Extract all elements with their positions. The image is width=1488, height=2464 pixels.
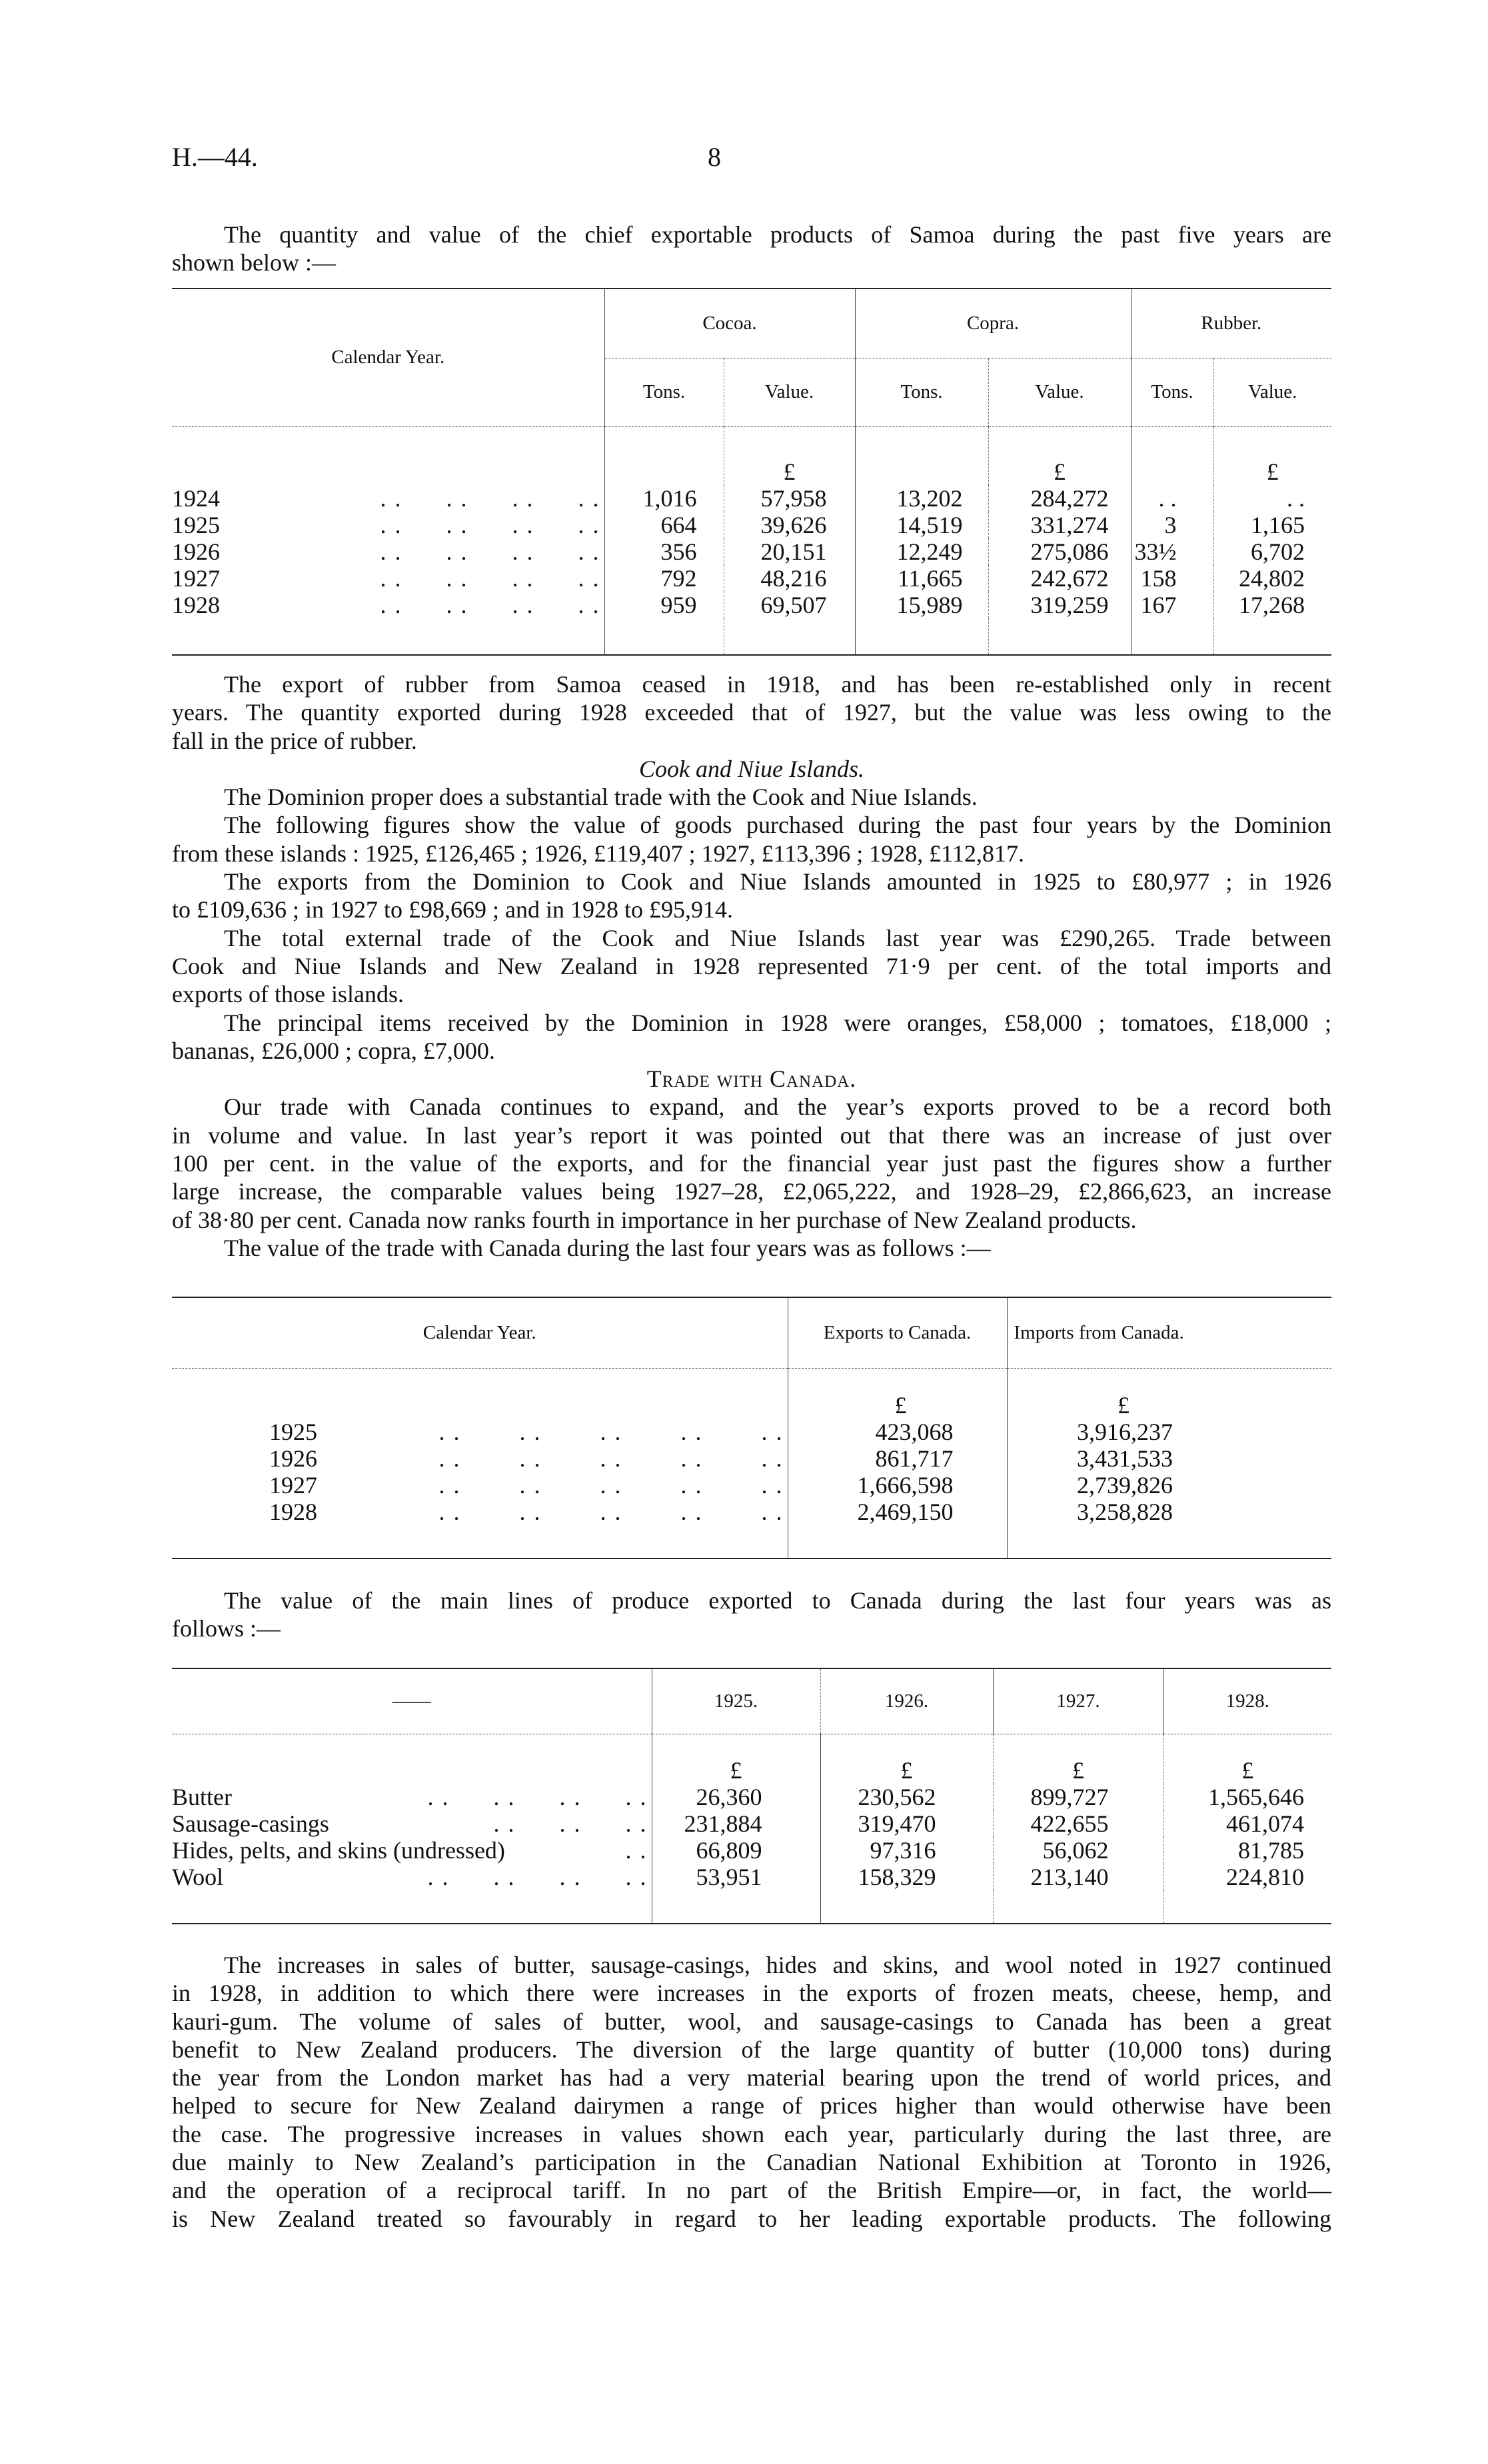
table-row — [172, 592, 1331, 618]
produce-exports-table — [172, 1668, 1331, 1924]
currency-symbol: £ — [988, 426, 1131, 485]
dot-leader: . . . . . . — [493, 1810, 648, 1837]
table-row — [172, 1810, 1331, 1837]
text-line: and the operation of a reciprocal tariff. In no part of the British Empire—or, in fact, the world— — [172, 2177, 1331, 2204]
produce-label: Butter — [172, 1784, 232, 1810]
value-cell: 24,802 — [1213, 565, 1331, 592]
produce-label: Wool — [172, 1864, 224, 1890]
paragraph — [172, 670, 1331, 755]
dot-leader: . . . . . . . . — [380, 512, 600, 538]
text-line: helped to secure for New Zealand dairymen a range of prices higher than would otherwise have been — [172, 2092, 1331, 2120]
value-cell: 664 — [604, 512, 724, 538]
paragraph — [172, 1951, 1331, 2233]
year-label: 1924 — [172, 485, 220, 512]
paragraph — [172, 1586, 1331, 1643]
value-cell: 81,785 — [1163, 1837, 1331, 1864]
currency-symbol: £ — [1163, 1734, 1331, 1784]
table-row — [172, 1784, 1331, 1810]
year-header: 1928. — [1163, 1668, 1331, 1734]
value-cell: 20,151 — [724, 538, 855, 565]
paragraph — [172, 221, 1331, 277]
value-cell: 3 — [1131, 512, 1213, 538]
rubber-value-header: Value. — [1213, 358, 1331, 426]
value-cell: 69,507 — [724, 592, 855, 618]
exports-value: 423,068 — [788, 1419, 1007, 1445]
value-cell: 14,519 — [855, 512, 988, 538]
text-line: is New Zealand treated so favourably in regard to her leading exportable products. The following — [172, 2205, 1331, 2232]
table-row — [172, 1499, 1331, 1525]
dot-leader: . . — [625, 1837, 648, 1864]
canada-trade-table — [172, 1297, 1331, 1559]
produce-label-wrap — [172, 1837, 652, 1864]
dot-leader: . . . . . . . . . . — [438, 1419, 784, 1445]
year-label-wrap — [172, 485, 604, 512]
year-cell — [172, 1499, 788, 1525]
value-cell: 899,727 — [993, 1784, 1163, 1810]
value-cell: 12,249 — [855, 538, 988, 565]
value-cell: 13,202 — [855, 485, 988, 512]
text-line: The Dominion proper does a substantial trade with the Cook and Niue Islands. — [224, 784, 978, 811]
year-label-wrap — [172, 512, 604, 538]
rubber-header: Rubber. — [1131, 289, 1331, 358]
value-cell: 33½ — [1131, 538, 1213, 565]
paragraph — [172, 1009, 1331, 1065]
paragraph — [172, 811, 1331, 868]
year-header: 1926. — [820, 1668, 993, 1734]
value-cell: 39,626 — [724, 512, 855, 538]
imports-value: 3,258,828 — [1007, 1499, 1331, 1525]
value-cell: 242,672 — [988, 565, 1131, 592]
year-label: 1926 — [269, 1445, 317, 1472]
value-cell: . . — [1131, 485, 1213, 512]
cocoa-header: Cocoa. — [604, 289, 855, 358]
imports-value: 2,739,826 — [1007, 1472, 1331, 1499]
dot-leader: . . . . . . . . — [380, 565, 600, 592]
text-line: The following figures show the value of goods purchased during the past four years by the Dominion — [224, 812, 1331, 839]
dot-leader: . . . . . . . . — [380, 538, 600, 565]
rubber-tons-header: Tons. — [1131, 358, 1213, 426]
value-cell: 792 — [604, 565, 724, 592]
value-cell: 6,702 — [1213, 538, 1331, 565]
year-cell — [172, 1419, 788, 1445]
copra-value-header: Value. — [988, 358, 1131, 426]
text-line: follows :— — [172, 1615, 281, 1642]
paragraph — [172, 783, 1331, 811]
page-number: 8 — [708, 142, 721, 172]
samoa-exports-table — [172, 288, 1331, 656]
text-line: the year from the London market has had a very material bearing upon the trend of world prices, and — [172, 2064, 1331, 2092]
text-line: The value of the main lines of produce exported to Canada during the last four years was as — [224, 1587, 1331, 1614]
section-heading: Cook and Niue Islands. — [639, 755, 864, 782]
text-line: benefit to New Zealand producers. The diversion of the large quantity of butter (10,000 tons) during — [172, 2036, 1331, 2063]
text-line: due mainly to New Zealand’s participation in the Canadian National Exhibition at Toronto in 1926, — [172, 2149, 1331, 2176]
text-line: Cook and Niue Islands and New Zealand in 1928 represented 71·9 per cent. of the total imports and — [172, 952, 1331, 979]
value-cell: 97,316 — [820, 1837, 993, 1864]
table-row — [172, 1864, 1331, 1890]
table-row — [172, 538, 1331, 565]
year-label: 1926 — [172, 538, 220, 565]
year-label-wrap — [172, 592, 604, 618]
value-cell: 1,565,646 — [1163, 1784, 1331, 1810]
year-label-wrap — [269, 1472, 788, 1499]
text-line: Our trade with Canada continues to expand, and the year’s exports proved to be a record both — [224, 1093, 1331, 1121]
produce-label-wrap — [172, 1810, 652, 1837]
exports-value: 2,469,150 — [788, 1499, 1007, 1525]
value-cell: 319,259 — [988, 592, 1131, 618]
text-line: The value of the trade with Canada during the last four years was as follows :— — [224, 1234, 991, 1261]
value-cell: 1,016 — [604, 485, 724, 512]
document-id: H.—44. — [172, 142, 258, 172]
section-heading: Trade with Canada. — [646, 1065, 857, 1093]
value-cell: 284,272 — [988, 485, 1131, 512]
value-cell: 11,665 — [855, 565, 988, 592]
imports-header: Imports from Canada. — [1007, 1297, 1331, 1368]
value-cell: 53,951 — [652, 1864, 820, 1890]
closing-text — [172, 1951, 1331, 2233]
label-header: —— — [392, 1690, 431, 1712]
text-line: in 1928, in addition to which there were increases in the exports of frozen meats, cheese, hemp, and — [172, 1980, 1331, 2007]
produce-label-cell — [172, 1784, 652, 1810]
calendar-year-header: Calendar Year. — [172, 289, 604, 426]
table-row — [172, 512, 1331, 538]
cocoa-tons-header: Tons. — [604, 358, 724, 426]
text-line: The principal items received by the Dominion in 1928 were oranges, £58,000 ; tomatoes, £18,000 ; — [224, 1009, 1331, 1036]
intro-text — [172, 221, 1331, 277]
text-line: The quantity and value of the chief exportable products of Samoa during the past five years are — [224, 221, 1331, 248]
dot-leader: . . . . . . . . . . — [438, 1445, 784, 1472]
text-line: The export of rubber from Samoa ceased in 1918, and has been re-established only in recent — [224, 671, 1331, 698]
year-label-wrap — [269, 1419, 788, 1445]
year-label: 1925 — [269, 1419, 317, 1445]
text-line: The total external trade of the Cook and Niue Islands last year was £290,265. Trade between — [224, 924, 1331, 951]
table-row — [172, 485, 1331, 512]
dot-leader: . . . . . . . . — [427, 1864, 648, 1890]
text-line: exports of those islands. — [172, 981, 404, 1008]
value-cell: 319,470 — [820, 1810, 993, 1837]
text-line: in volume and value. In last year’s report it was pointed out that there was an increase of just over — [172, 1121, 1331, 1149]
exports-header: Exports to Canada. — [788, 1297, 1007, 1368]
value-cell: 213,140 — [993, 1864, 1163, 1890]
text-line: bananas, £26,000 ; copra, £7,000. — [172, 1037, 495, 1064]
paragraph — [172, 868, 1331, 924]
currency-symbol: £ — [724, 426, 855, 485]
year-label-wrap — [172, 538, 604, 565]
value-cell: 231,884 — [652, 1810, 820, 1837]
year-label: 1928 — [269, 1499, 317, 1525]
year-header: 1927. — [993, 1668, 1163, 1734]
value-cell: 275,086 — [988, 538, 1131, 565]
currency-symbol: £ — [820, 1734, 993, 1784]
exports-value: 861,717 — [788, 1445, 1007, 1472]
value-cell: 66,809 — [652, 1837, 820, 1864]
paragraph — [172, 924, 1331, 1009]
year-label: 1925 — [172, 512, 220, 538]
cocoa-value-header: Value. — [724, 358, 855, 426]
value-cell: 26,360 — [652, 1784, 820, 1810]
year-label-wrap — [172, 565, 604, 592]
currency-symbol: £ — [993, 1734, 1163, 1784]
year-header: 1925. — [652, 1668, 820, 1734]
value-cell: 230,562 — [820, 1784, 993, 1810]
value-cell: 158,329 — [820, 1864, 993, 1890]
table-row — [172, 565, 1331, 592]
table-row — [172, 1837, 1331, 1864]
year-cell — [172, 565, 604, 592]
value-cell: 461,074 — [1163, 1810, 1331, 1837]
text-line: fall in the price of rubber. — [172, 727, 417, 754]
year-cell — [172, 485, 604, 512]
exports-value: 1,666,598 — [788, 1472, 1007, 1499]
value-cell: 158 — [1131, 565, 1213, 592]
text-line: 100 per cent. in the value of the exports, and for the financial year just past the figures show a further — [172, 1150, 1331, 1177]
text-line: shown below :— — [172, 249, 336, 277]
value-cell: 167 — [1131, 592, 1213, 618]
text-line: of 38·80 per cent. Canada now ranks fourth in importance in her purchase of New Zealand products. — [172, 1206, 1137, 1233]
currency-symbol: £ — [1007, 1368, 1331, 1419]
produce-label-cell — [172, 1837, 652, 1864]
value-cell: 422,655 — [993, 1810, 1163, 1837]
dot-leader: . . . . . . . . . . — [438, 1472, 784, 1499]
year-label: 1927 — [269, 1472, 317, 1499]
produce-intro-text — [172, 1586, 1331, 1643]
value-cell: 17,268 — [1213, 592, 1331, 618]
year-label: 1928 — [172, 592, 220, 618]
text-line: the case. The progressive increases in values shown each year, particularly during the last three, are — [172, 2120, 1331, 2148]
imports-value: 3,916,237 — [1007, 1419, 1331, 1445]
year-cell — [172, 1445, 788, 1472]
paragraph — [172, 1234, 1331, 1262]
produce-label: Hides, pelts, and skins (undressed) — [172, 1837, 505, 1864]
text-line: to £109,636 ; in 1927 to £98,669 ; and in 1928 to £95,914. — [172, 896, 733, 924]
currency-symbol: £ — [652, 1734, 820, 1784]
value-cell: 331,274 — [988, 512, 1131, 538]
value-cell: 15,989 — [855, 592, 988, 618]
currency-symbol: £ — [1213, 426, 1331, 485]
imports-value: 3,431,533 — [1007, 1445, 1331, 1472]
text-line: kauri-gum. The volume of sales of butter, wool, and sausage-casings to Canada has been a great — [172, 2008, 1331, 2035]
year-cell — [172, 1472, 788, 1499]
cook-niue-and-canada-text — [172, 670, 1331, 1262]
year-cell — [172, 592, 604, 618]
produce-label-cell — [172, 1810, 652, 1837]
table-row — [172, 1419, 1331, 1445]
text-line: years. The quantity exported during 1928 exceeded that of 1927, but the value was less owing to the — [172, 699, 1331, 726]
year-label: 1927 — [172, 565, 220, 592]
value-cell: 1,165 — [1213, 512, 1331, 538]
paragraph — [172, 1093, 1331, 1233]
year-cell — [172, 538, 604, 565]
value-cell: 356 — [604, 538, 724, 565]
calendar-year-header: Calendar Year. — [422, 1321, 536, 1343]
text-line: The exports from the Dominion to Cook and Niue Islands amounted in 1925 to £80,977 ; in 1926 — [224, 868, 1331, 896]
dot-leader: . . . . . . . . . . — [438, 1499, 784, 1525]
produce-label-wrap — [172, 1864, 652, 1890]
text-line: large increase, the comparable values being 1927–28, £2,065,222, and 1928–29, £2,866,623, an increase — [172, 1178, 1331, 1205]
currency-symbol: £ — [788, 1368, 1007, 1419]
dot-leader: . . . . . . . . — [380, 485, 600, 512]
dot-leader: . . . . . . . . — [380, 592, 600, 618]
produce-label-wrap — [172, 1784, 652, 1810]
year-label-wrap — [269, 1499, 788, 1525]
year-label-wrap — [269, 1445, 788, 1472]
produce-label-cell — [172, 1864, 652, 1890]
table-row — [172, 1445, 1331, 1472]
year-cell — [172, 512, 604, 538]
dot-leader: . . . . . . . . — [427, 1784, 648, 1810]
value-cell: 48,216 — [724, 565, 855, 592]
copra-header: Copra. — [855, 289, 1131, 358]
copra-tons-header: Tons. — [855, 358, 988, 426]
value-cell: . . — [1213, 485, 1331, 512]
value-cell: 56,062 — [993, 1837, 1163, 1864]
text-line: from these islands : 1925, £126,465 ; 1926, £119,407 ; 1927, £113,396 ; 1928, £112,817. — [172, 840, 1024, 867]
produce-label: Sausage-casings — [172, 1810, 329, 1837]
value-cell: 959 — [604, 592, 724, 618]
table-row — [172, 1472, 1331, 1499]
text-line: The increases in sales of butter, sausage-casings, hides and skins, and wool noted in 1927 continued — [224, 1952, 1331, 1978]
value-cell: 224,810 — [1163, 1864, 1331, 1890]
value-cell: 57,958 — [724, 485, 855, 512]
